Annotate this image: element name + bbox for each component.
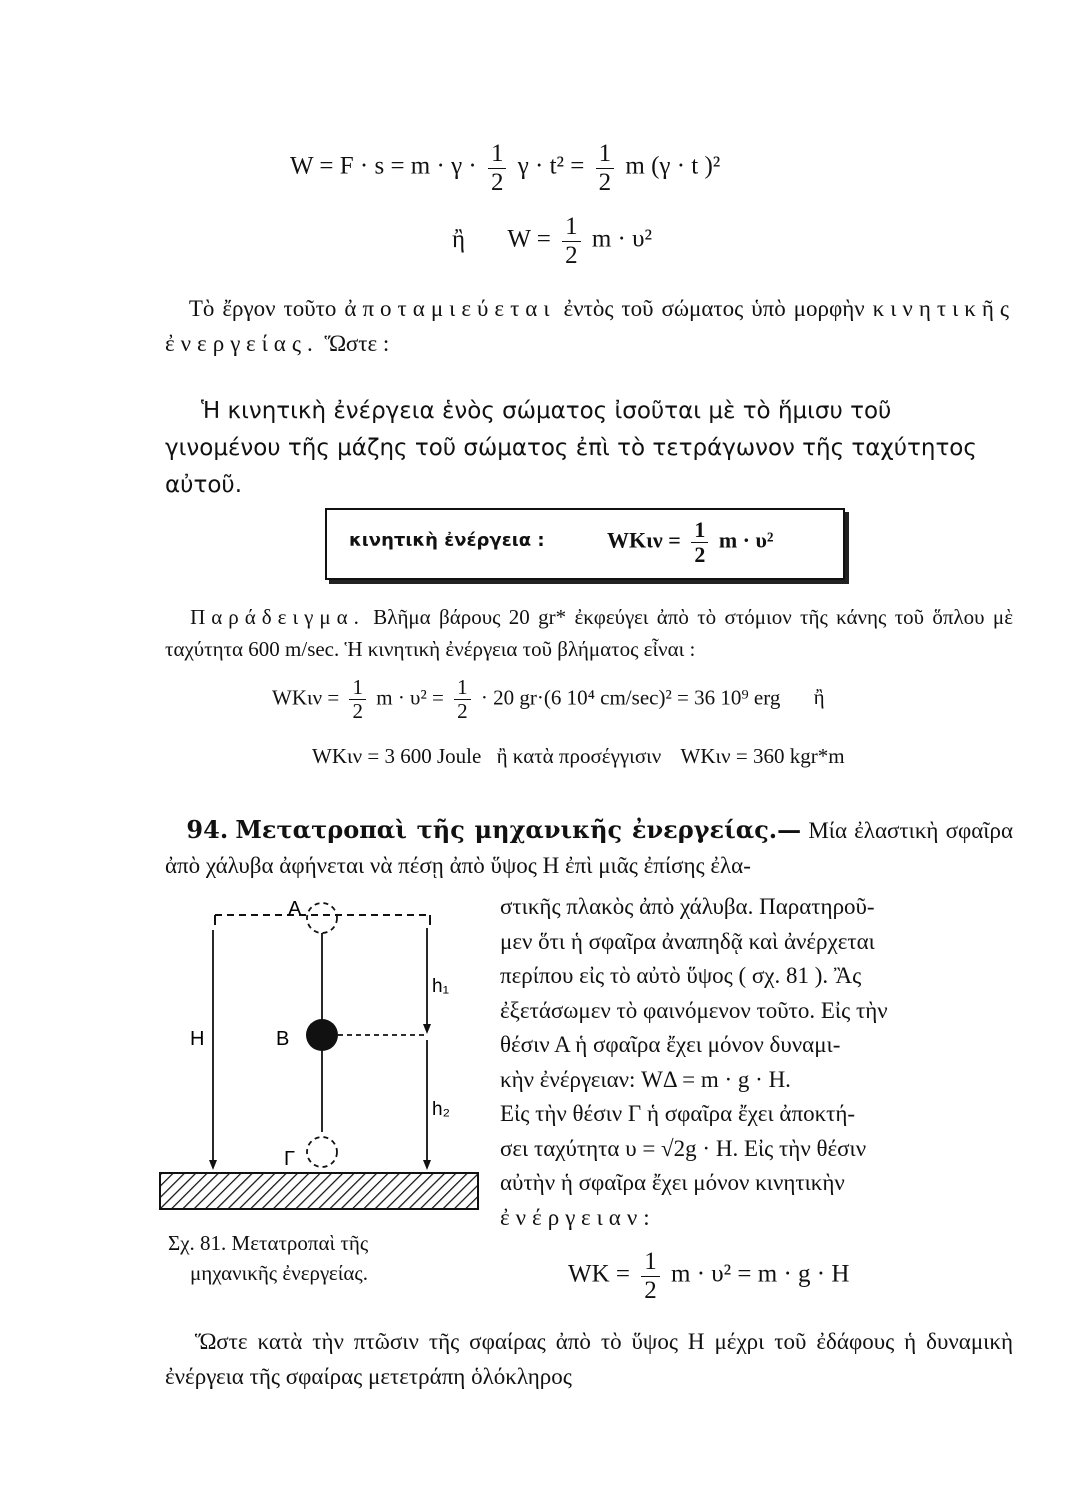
example-equation-2: WKιν = 3 600 Joule ἢ κατὰ προσέγγισιν WKιν = 360 kgr*m [312,744,845,768]
final-equation: WK = $\frac{1}{2}$ m · υ² = m · g · H [568,1248,850,1304]
figure-side-text: στικῆς πλακὸς ἀπὸ χάλυβα. Παρατηροῦ- μεν ὅτι ἡ σφαῖρα ἀναπηδᾷ καὶ ἀνέρχεται περίπου εἰς τὸ αὐτὸ ὕψος ( σχ. 81 ). Ἂς ἐξετάσωμεν τὸ φαινόμενον τοῦτο. Εἰς τὴν θέσιν Α ἡ σφαῖρα ἔχει μόνον δυναμι- κὴν ἐνέργειαν: WΔ = m · g · H. Εἰς τὴν θέσιν Γ ἡ σφαῖρα ἔχει ἀποκτή- σει ταχύτητα υ = √2g · H. Εἰς τὴν θέσιν αὐτὴν ἡ σφαῖρα ἔχει μόνον κινητικὴν ἐνέργειαν: [500,894,888,1230]
kinetic-energy-definition: Ἡ κινητικὴ ἐνέργεια ἑνὸς σώματος ἰσοῦται μὲ τὸ ἥμισυ τοῦ γινομένου τῆς μάζης τοῦ σώματος ἐπὶ τὸ τετράγωνον τῆς ταχύτητος αὐτοῦ. [165,398,977,498]
closing-paragraph: Ὥστε κατὰ τὴν πτῶσιν τῆς σφαίρας ἀπὸ τὸ ὕψος Η μέχρι τοῦ ἐδάφους ἡ δυναμικὴ ἐνέργεια τῆς σφαίρας μετετράπη ὁλόκληρος [165,1329,1013,1389]
example-equation-1: WKιν = $\frac{1}{2}$ m · υ² = $\frac{1}{2}$ · 20 gr·(6 10⁴ cm/sec)² = 36 10⁹ erg ἢ [272,675,825,724]
label-h1: h₁ [432,976,449,997]
ball-position-a [307,903,337,933]
ball-position-g [307,1137,337,1167]
ball-position-b [306,1019,338,1051]
box-formula: WKιν = $\frac{1}{2}$ m · υ² [607,517,774,568]
figure-caption: Σχ. 81. Μετατροπαὶ τῆς μηχανικῆς ἐνεργείας. [168,1231,369,1286]
h-arrow-head [209,1160,217,1170]
fraction-half: $\frac{1}{2}$ [488,140,507,196]
example-title: Παράδειγμα. [190,605,365,629]
box-label: κινητικὴ ἐνέργεια : [349,530,545,551]
label-a: A [288,898,302,920]
label-g: Γ [284,1148,296,1170]
label-h: H [190,1028,205,1050]
section-title: Μετατροπαὶ τῆς μηχανικῆς ἐνεργείας.— [235,815,802,844]
ground-plate [160,1173,478,1209]
section-number: 94. [186,815,229,844]
kinetic-energy-formula-box [325,508,845,580]
example-paragraph: Παράδειγμα. Βλῆμα βάρους 20 gr* ἐκφεύγει ἀπὸ τὸ στόμιον τῆς κάνης τοῦ ὅπλου μὲ ταχύτητα 600 m/sec. Ἡ κινητικὴ ἐνέργεια τοῦ βλήματος εἶναι : [165,605,1014,661]
fraction-half: $\frac{1}{2}$ [562,213,581,269]
label-h2: h₂ [432,1099,450,1120]
figure-81 [150,890,485,1230]
label-b: B [276,1028,290,1050]
equation-work-2: ἢ W = $\frac{1}{2}$ m · υ² [452,213,652,269]
section-94-intro: 94. Μετατροπαὶ τῆς μηχανικῆς ἐνεργείας.— Μία ἐλαστικὴ σφαῖρα ἀπὸ χάλυβα ἀφήνεται νὰ πέσῃ ἀπὸ ὕψος Η ἐπὶ μιᾶς ἐπίσης ἐλα- [165,815,1014,878]
paragraph-stored-work: Τὸ ἔργον τοῦτο ἀποταμιεύεται ἐντὸς τοῦ σώματος ὑπὸ μορφὴν κινητικῆς ἐνεργείας. Ὥστε : [165,296,1016,356]
fraction-half: $\frac{1}{2}$ [596,140,615,196]
equation-work-1: W = F · s = m · γ · $\frac{1}{2}$ γ · t² = $\frac{1}{2}$ m (γ · t )² [290,140,721,196]
